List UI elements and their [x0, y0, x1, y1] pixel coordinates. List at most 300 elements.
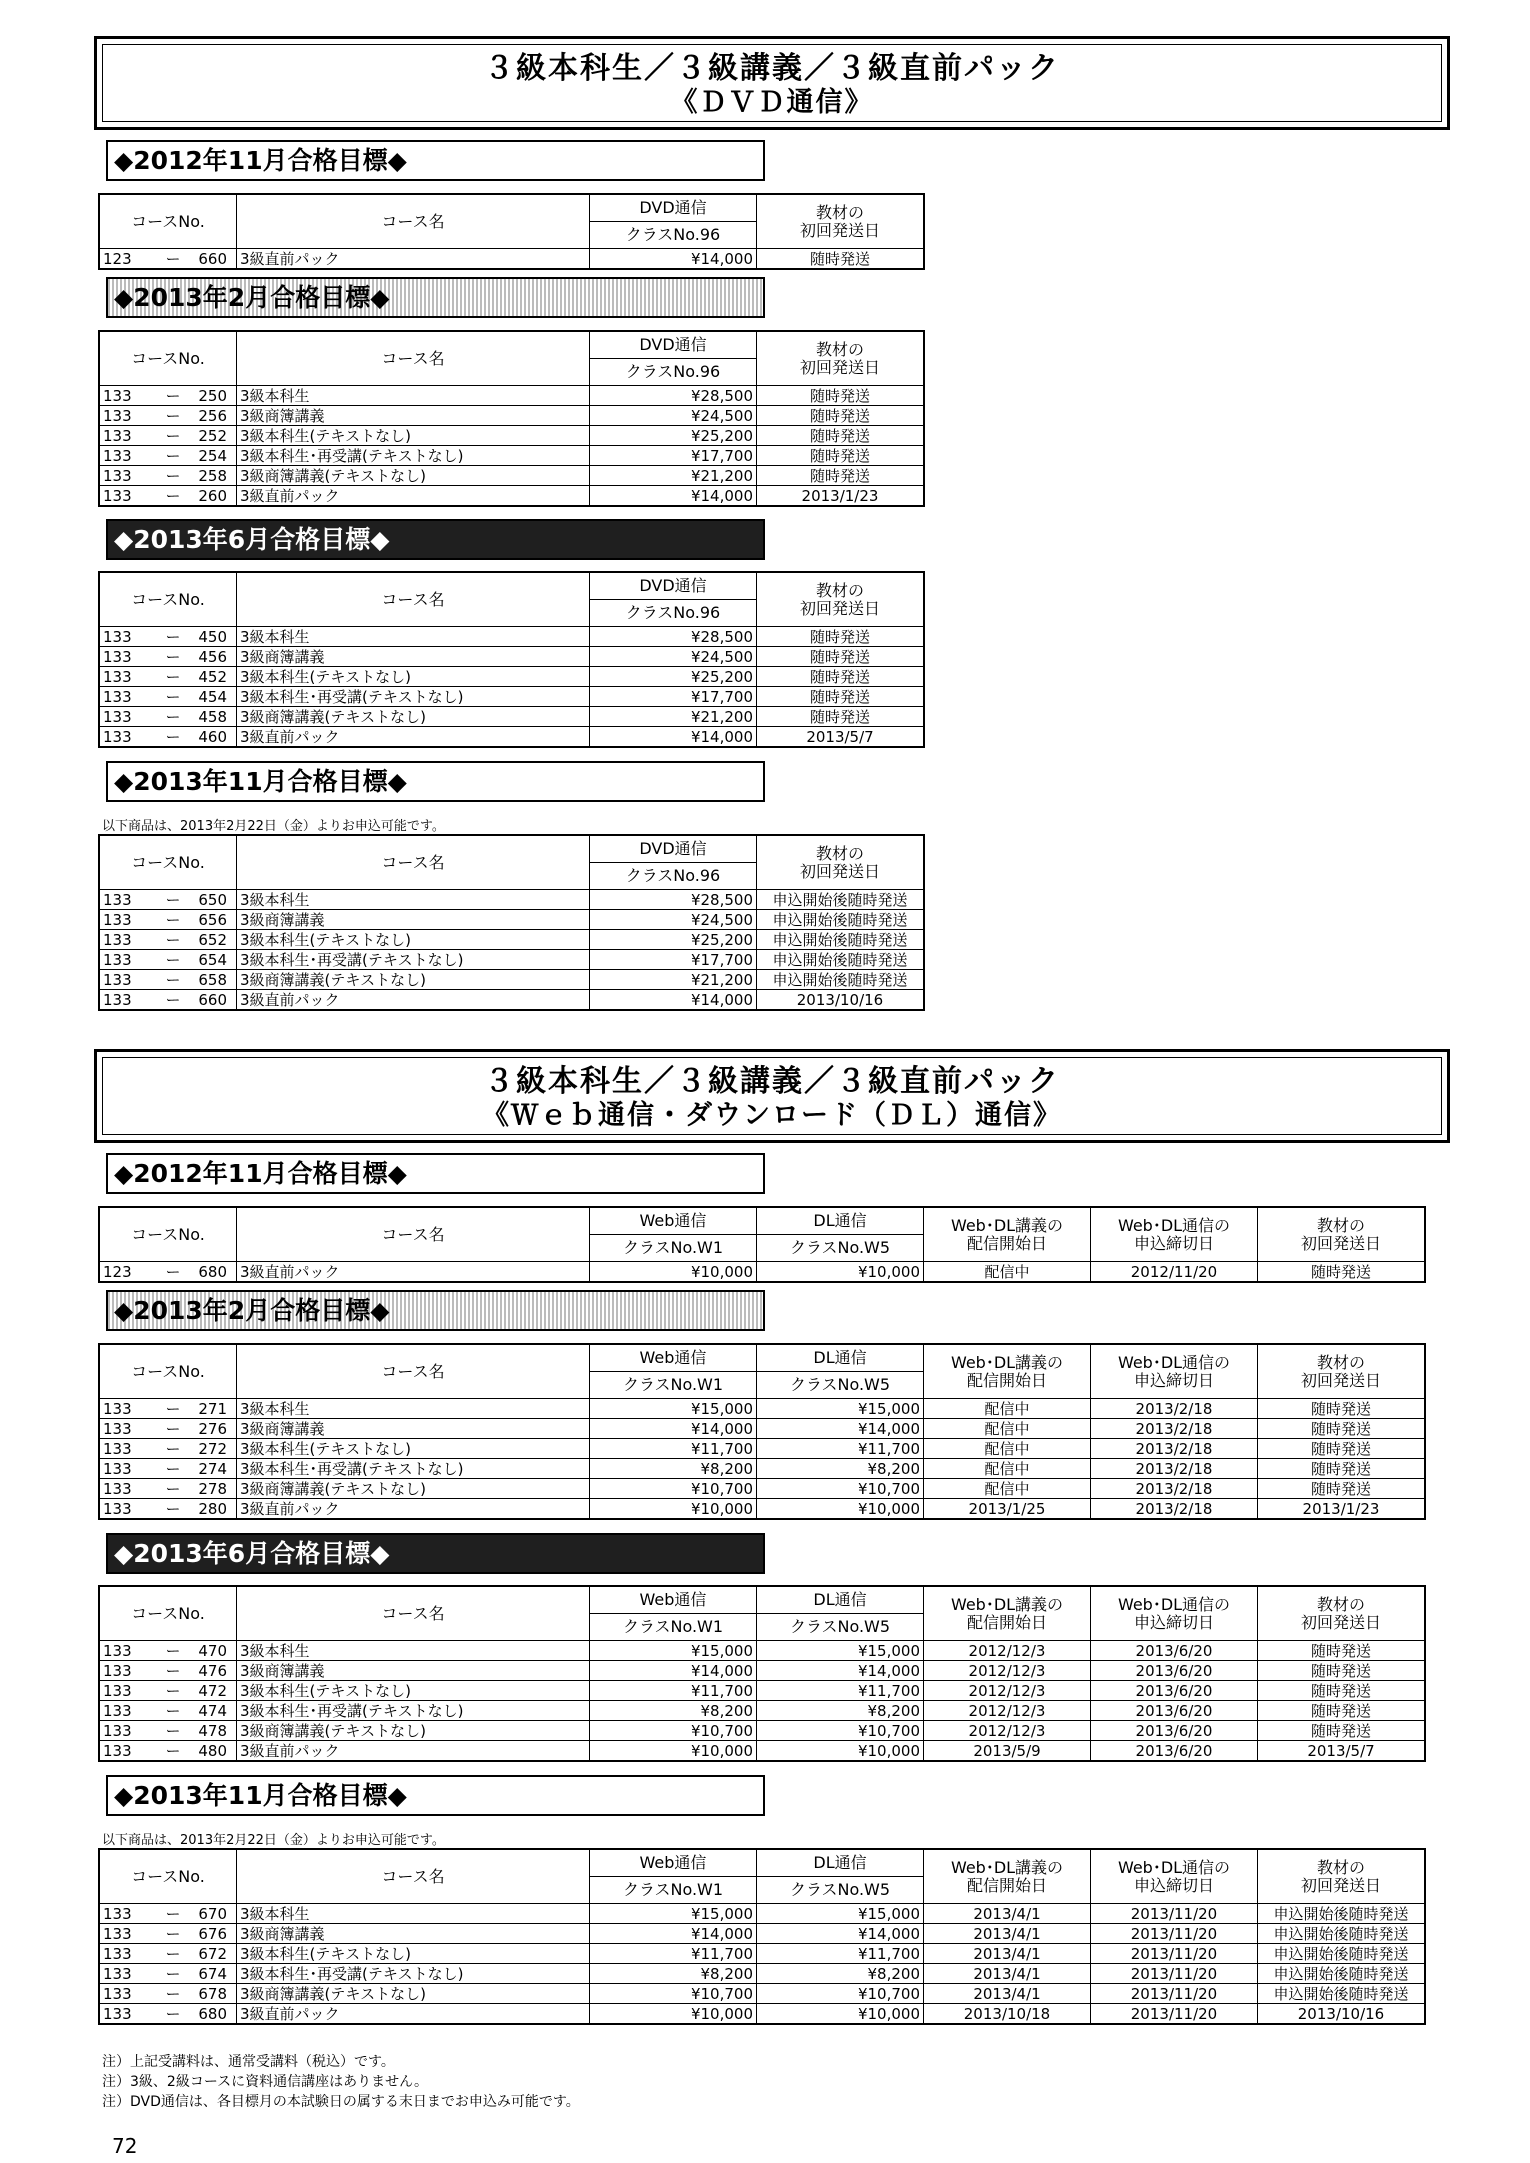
course-suffix: 480 [198, 1741, 227, 1760]
dl-price-cell: ¥15,000 [757, 1641, 924, 1661]
header-line: 初回発送日 [1300, 1612, 1381, 1632]
material-date-cell: 申込開始後随時発送 [1258, 1924, 1426, 1944]
footnote: 注）上記受講料は、通常受講料（税込）です。 [102, 2054, 395, 2070]
material-date-cell: 随時発送 [757, 386, 925, 406]
deadline-cell: 2013/11/20 [1091, 2004, 1258, 2025]
material-date-cell: 随時発送 [1258, 1459, 1426, 1479]
course-name-cell: 3級直前パック [237, 249, 590, 270]
header-line: 申込締切日 [1133, 1233, 1214, 1253]
start-date-cell: 2013/4/1 [924, 1944, 1091, 1964]
course-prefix: 133 [103, 2004, 132, 2023]
header-web-class: クラスNo.W1 [590, 1235, 757, 1262]
header-line: 配信開始日 [966, 1370, 1047, 1390]
web-price-cell: ¥15,000 [590, 1904, 757, 1924]
header-web-class: クラスNo.W1 [590, 1372, 757, 1399]
deadline-cell: 2013/6/20 [1091, 1661, 1258, 1681]
course-dash: ー [165, 446, 181, 465]
header-course-no: コースNo. [99, 1344, 237, 1399]
course-prefix: 133 [103, 627, 132, 646]
header-line: 初回発送日 [1300, 1875, 1381, 1895]
header-dl: DL通信 [757, 1344, 924, 1372]
footnote: 注）3級、2級コースに資料通信講座はありません。 [102, 2074, 428, 2090]
course-no-cell [99, 426, 237, 446]
material-date-cell: 随時発送 [757, 249, 925, 270]
course-suffix: 656 [198, 910, 227, 929]
course-name-cell: 3級商簿講義(テキストなし) [237, 970, 590, 990]
header-web: Web通信 [590, 1586, 757, 1614]
course-name-cell: 3級商簿講義(テキストなし) [237, 1479, 590, 1499]
start-date-cell: 2013/1/25 [924, 1499, 1091, 1520]
header-line: 初回発送日 [799, 220, 880, 240]
table-row [99, 1419, 1425, 1439]
web-price-cell: ¥11,700 [590, 1681, 757, 1701]
web-price-cell: ¥15,000 [590, 1641, 757, 1661]
course-name-cell: 3級本科生･再受講(テキストなし) [237, 687, 590, 707]
course-no-cell [99, 1904, 237, 1924]
table-row [99, 1741, 1425, 1762]
dl-price-cell: ¥14,000 [757, 1419, 924, 1439]
table-row [99, 1964, 1425, 1984]
course-no-cell [99, 930, 237, 950]
material-date-cell: 随時発送 [757, 647, 925, 667]
header-line: 教材の [1316, 1594, 1365, 1614]
header-material [1258, 1586, 1426, 1641]
start-date-cell: 配信中 [924, 1459, 1091, 1479]
start-date-cell: 2012/12/3 [924, 1661, 1091, 1681]
course-suffix: 258 [198, 466, 227, 485]
start-date-cell: 2013/10/18 [924, 2004, 1091, 2025]
course-dash: ー [165, 466, 181, 485]
header-row [99, 1849, 1425, 1877]
header-line: Web･DL講義の [950, 1215, 1064, 1235]
course-suffix: 454 [198, 687, 227, 706]
course-suffix: 678 [198, 1984, 227, 2003]
header-course-name: コース名 [237, 194, 590, 249]
course-dash: ー [165, 1741, 181, 1760]
table-row [99, 426, 924, 446]
deadline-cell: 2013/2/18 [1091, 1439, 1258, 1459]
course-no-cell [99, 249, 237, 270]
header-dl: DL通信 [757, 1207, 924, 1235]
header-material [1258, 1849, 1426, 1904]
dl-price-cell: ¥11,700 [757, 1681, 924, 1701]
web-price-cell: ¥15,000 [590, 1399, 757, 1419]
start-date-cell: 2012/12/3 [924, 1681, 1091, 1701]
course-no-cell [99, 1721, 237, 1741]
course-prefix: 133 [103, 707, 132, 726]
header-line: 初回発送日 [1300, 1370, 1381, 1390]
material-date-cell: 申込開始後随時発送 [757, 910, 925, 930]
dvd-price-cell: ¥25,200 [590, 930, 757, 950]
material-date-cell: 2013/1/23 [1258, 1499, 1426, 1520]
course-prefix: 133 [103, 890, 132, 909]
course-prefix: 133 [103, 466, 132, 485]
dvd-price-cell: ¥21,200 [590, 970, 757, 990]
course-suffix: 250 [198, 386, 227, 405]
course-name-cell: 3級本科生･再受講(テキストなし) [237, 1964, 590, 1984]
header-course-name: コース名 [237, 1344, 590, 1399]
header-dvd: DVD通信 [590, 572, 757, 600]
header-course-no: コースNo. [99, 572, 237, 627]
header-course-name: コース名 [237, 572, 590, 627]
header-row [99, 331, 924, 359]
course-dash: ー [165, 1641, 181, 1660]
dvd-price-cell: ¥17,700 [590, 446, 757, 466]
course-dash: ー [165, 1661, 181, 1680]
header-line: Web･DL講義の [950, 1857, 1064, 1877]
course-suffix: 660 [198, 249, 227, 268]
course-prefix: 133 [103, 970, 132, 989]
course-dash: ー [165, 1984, 181, 2003]
header-course-no: コースNo. [99, 835, 237, 890]
course-suffix: 670 [198, 1904, 227, 1923]
course-no-cell [99, 950, 237, 970]
course-no-cell [99, 627, 237, 647]
dl-price-cell: ¥8,200 [757, 1964, 924, 1984]
deadline-cell: 2013/2/18 [1091, 1459, 1258, 1479]
course-prefix: 133 [103, 486, 132, 505]
header-row [99, 835, 924, 863]
table-row [99, 647, 924, 667]
table-row [99, 1924, 1425, 1944]
header-deadline [1091, 1207, 1258, 1262]
course-prefix: 133 [103, 426, 132, 445]
course-dash: ー [165, 1499, 181, 1518]
course-dash: ー [165, 727, 181, 746]
material-date-cell: 随時発送 [1258, 1701, 1426, 1721]
availability-note: 以下商品は、2013年2月22日（金）よりお申込可能です。 [102, 819, 445, 834]
header-row [99, 572, 924, 600]
course-prefix: 133 [103, 1479, 132, 1498]
course-dash: ー [165, 1439, 181, 1458]
course-prefix: 123 [103, 249, 132, 268]
material-date-cell: 2013/5/7 [757, 727, 925, 748]
course-prefix: 133 [103, 1904, 132, 1923]
course-suffix: 271 [198, 1399, 227, 1418]
availability-note: 以下商品は、2013年2月22日（金）よりお申込可能です。 [102, 1833, 445, 1848]
course-no-cell [99, 486, 237, 507]
start-date-cell: 2013/4/1 [924, 1984, 1091, 2004]
course-name-cell: 3級直前パック [237, 486, 590, 507]
course-suffix: 658 [198, 970, 227, 989]
course-name-cell: 3級本科生･再受講(テキストなし) [237, 1701, 590, 1721]
course-name-cell: 3級本科生 [237, 386, 590, 406]
course-name-cell: 3級商簿講義 [237, 406, 590, 426]
table-row [99, 667, 924, 687]
material-date-cell: 随時発送 [757, 667, 925, 687]
table-row [99, 1479, 1425, 1499]
table-row [99, 1439, 1425, 1459]
header-course-name: コース名 [237, 1849, 590, 1904]
dvd-price-cell: ¥14,000 [590, 990, 757, 1011]
dvd-price-cell: ¥24,500 [590, 647, 757, 667]
table-row [99, 627, 924, 647]
header-line: 教材の [1316, 1215, 1365, 1235]
course-prefix: 133 [103, 1439, 132, 1458]
course-no-cell [99, 667, 237, 687]
deadline-cell: 2013/2/18 [1091, 1419, 1258, 1439]
material-date-cell: 随時発送 [1258, 1262, 1426, 1283]
dvd-price-cell: ¥14,000 [590, 727, 757, 748]
course-name-cell: 3級本科生 [237, 1399, 590, 1419]
material-date-cell: 2013/1/23 [757, 486, 925, 507]
header-deadline [1091, 1344, 1258, 1399]
header-line: 配信開始日 [966, 1875, 1047, 1895]
course-name-cell: 3級商簿講義 [237, 1661, 590, 1681]
material-date-cell: 申込開始後随時発送 [1258, 1904, 1426, 1924]
course-name-cell: 3級直前パック [237, 727, 590, 748]
table-row [99, 687, 924, 707]
course-prefix: 133 [103, 910, 132, 929]
course-suffix: 660 [198, 990, 227, 1009]
course-prefix: 133 [103, 667, 132, 686]
course-dash: ー [165, 627, 181, 646]
deadline-cell: 2013/6/20 [1091, 1721, 1258, 1741]
course-suffix: 450 [198, 627, 227, 646]
course-dash: ー [165, 667, 181, 686]
header-row [99, 1586, 1425, 1614]
course-dash: ー [165, 249, 181, 268]
course-name-cell: 3級本科生･再受講(テキストなし) [237, 1459, 590, 1479]
material-date-cell: 申込開始後随時発送 [1258, 1984, 1426, 2004]
header-course-name: コース名 [237, 1586, 590, 1641]
table-row [99, 1459, 1425, 1479]
header-web-class: クラスNo.W1 [590, 1614, 757, 1641]
course-dash: ー [165, 990, 181, 1009]
course-suffix: 460 [198, 727, 227, 746]
course-suffix: 674 [198, 1964, 227, 1983]
start-date-cell: 2012/12/3 [924, 1701, 1091, 1721]
course-name-cell: 3級本科生(テキストなし) [237, 1439, 590, 1459]
table-row [99, 1904, 1425, 1924]
course-no-cell [99, 1479, 237, 1499]
material-date-cell: 2013/5/7 [1258, 1741, 1426, 1762]
course-suffix: 654 [198, 950, 227, 969]
dl-price-cell: ¥14,000 [757, 1661, 924, 1681]
header-line: 初回発送日 [799, 357, 880, 377]
dvd-price-table [98, 834, 925, 1011]
course-suffix: 680 [198, 2004, 227, 2023]
web-price-table [98, 1585, 1426, 1762]
dl-price-cell: ¥10,700 [757, 1721, 924, 1741]
material-date-cell: 申込開始後随時発送 [1258, 1944, 1426, 1964]
deadline-cell: 2013/11/20 [1091, 1964, 1258, 1984]
header-course-no: コースNo. [99, 1207, 237, 1262]
course-dash: ー [165, 1721, 181, 1740]
course-name-cell: 3級商簿講義 [237, 1419, 590, 1439]
course-no-cell [99, 990, 237, 1011]
course-no-cell [99, 1641, 237, 1661]
course-dash: ー [165, 406, 181, 425]
course-suffix: 478 [198, 1721, 227, 1740]
header-line: 配信開始日 [966, 1612, 1047, 1632]
course-dash: ー [165, 1479, 181, 1498]
web-price-cell: ¥8,200 [590, 1459, 757, 1479]
course-suffix: 256 [198, 406, 227, 425]
material-date-cell: 随時発送 [1258, 1479, 1426, 1499]
table-row [99, 1984, 1425, 2004]
course-dash: ー [165, 1681, 181, 1700]
course-prefix: 133 [103, 990, 132, 1009]
table-row [99, 446, 924, 466]
header-line: 申込締切日 [1133, 1370, 1214, 1390]
start-date-cell: 2012/12/3 [924, 1721, 1091, 1741]
dl-price-cell: ¥11,700 [757, 1439, 924, 1459]
header-dl-class: クラスNo.W5 [757, 1877, 924, 1904]
course-no-cell [99, 446, 237, 466]
deadline-cell: 2012/11/20 [1091, 1262, 1258, 1283]
course-dash: ー [165, 1924, 181, 1943]
course-suffix: 672 [198, 1944, 227, 1963]
table-row [99, 1661, 1425, 1681]
dvd-price-cell: ¥14,000 [590, 249, 757, 270]
table-row [99, 486, 924, 507]
material-date-cell: 随時発送 [757, 627, 925, 647]
table-row [99, 910, 924, 930]
section-heading: ◆2013年11月合格目標◆ [106, 761, 765, 802]
table-row [99, 970, 924, 990]
header-start [924, 1344, 1091, 1399]
course-no-cell [99, 890, 237, 910]
course-no-cell [99, 1924, 237, 1944]
table-row [99, 466, 924, 486]
web-price-cell: ¥10,700 [590, 1984, 757, 2004]
material-date-cell: 随時発送 [1258, 1661, 1426, 1681]
deadline-cell: 2013/11/20 [1091, 1904, 1258, 1924]
web-price-cell: ¥10,700 [590, 1721, 757, 1741]
dvd-banner-subtitle: 《ＤＶＤ通信》 [670, 87, 874, 118]
start-date-cell: 配信中 [924, 1262, 1091, 1283]
header-material [757, 835, 925, 890]
material-date-cell: 随時発送 [1258, 1419, 1426, 1439]
header-dl: DL通信 [757, 1849, 924, 1877]
course-dash: ー [165, 1944, 181, 1963]
header-row [99, 194, 924, 222]
course-prefix: 133 [103, 930, 132, 949]
web-banner [94, 1049, 1450, 1143]
course-name-cell: 3級本科生 [237, 627, 590, 647]
header-line: Web･DL講義の [950, 1594, 1064, 1614]
deadline-cell: 2013/2/18 [1091, 1499, 1258, 1520]
table-row [99, 1499, 1425, 1520]
course-prefix: 133 [103, 687, 132, 706]
course-no-cell [99, 1439, 237, 1459]
header-web-class: クラスNo.W1 [590, 1877, 757, 1904]
web-price-cell: ¥11,700 [590, 1439, 757, 1459]
course-dash: ー [165, 1419, 181, 1438]
header-deadline [1091, 1586, 1258, 1641]
dl-price-cell: ¥15,000 [757, 1904, 924, 1924]
header-class-no: クラスNo.96 [590, 863, 757, 890]
course-name-cell: 3級商簿講義 [237, 1924, 590, 1944]
header-line: 教材の [1316, 1857, 1365, 1877]
course-suffix: 680 [198, 1262, 227, 1281]
course-name-cell: 3級本科生･再受講(テキストなし) [237, 950, 590, 970]
course-prefix: 133 [103, 1661, 132, 1680]
course-prefix: 123 [103, 1262, 132, 1281]
course-prefix: 133 [103, 386, 132, 405]
course-name-cell: 3級直前パック [237, 1499, 590, 1520]
footnote: 注）DVD通信は、各目標月の本試験日の属する末日までお申込み可能です。 [102, 2094, 580, 2110]
course-prefix: 133 [103, 406, 132, 425]
section-heading: ◆2012年11月合格目標◆ [106, 1153, 765, 1194]
header-web: Web通信 [590, 1207, 757, 1235]
material-date-cell: 随時発送 [1258, 1681, 1426, 1701]
start-date-cell: 配信中 [924, 1439, 1091, 1459]
course-prefix: 133 [103, 1964, 132, 1983]
web-price-cell: ¥10,000 [590, 2004, 757, 2025]
material-date-cell: 申込開始後随時発送 [757, 970, 925, 990]
web-price-cell: ¥10,000 [590, 1262, 757, 1283]
start-date-cell: 2013/5/9 [924, 1741, 1091, 1762]
course-dash: ー [165, 707, 181, 726]
deadline-cell: 2013/6/20 [1091, 1741, 1258, 1762]
course-no-cell [99, 406, 237, 426]
material-date-cell: 随時発送 [757, 446, 925, 466]
course-prefix: 133 [103, 1681, 132, 1700]
header-line: 教材の [1316, 1352, 1365, 1372]
course-dash: ー [165, 687, 181, 706]
start-date-cell: 2013/4/1 [924, 1904, 1091, 1924]
header-course-name: コース名 [237, 1207, 590, 1262]
dvd-price-cell: ¥17,700 [590, 687, 757, 707]
deadline-cell: 2013/11/20 [1091, 1924, 1258, 1944]
course-prefix: 133 [103, 1984, 132, 2003]
course-no-cell [99, 466, 237, 486]
course-name-cell: 3級直前パック [237, 1741, 590, 1762]
section-heading: ◆2013年6月合格目標◆ [106, 1533, 765, 1574]
table-row [99, 1701, 1425, 1721]
web-price-cell: ¥10,000 [590, 1499, 757, 1520]
course-name-cell: 3級商簿講義(テキストなし) [237, 707, 590, 727]
course-suffix: 650 [198, 890, 227, 909]
course-suffix: 272 [198, 1439, 227, 1458]
course-name-cell: 3級本科生 [237, 1641, 590, 1661]
material-date-cell: 2013/10/16 [1258, 2004, 1426, 2025]
course-no-cell [99, 1741, 237, 1762]
material-date-cell: 随時発送 [757, 426, 925, 446]
table-row [99, 707, 924, 727]
course-dash: ー [165, 970, 181, 989]
course-suffix: 278 [198, 1479, 227, 1498]
start-date-cell: 2013/4/1 [924, 1924, 1091, 1944]
web-price-cell: ¥10,000 [590, 1741, 757, 1762]
course-name-cell: 3級商簿講義(テキストなし) [237, 1721, 590, 1741]
start-date-cell: 配信中 [924, 1479, 1091, 1499]
course-prefix: 133 [103, 1944, 132, 1963]
course-suffix: 452 [198, 667, 227, 686]
section-heading: ◆2013年6月合格目標◆ [106, 519, 765, 560]
web-price-cell: ¥14,000 [590, 1924, 757, 1944]
header-line: Web･DL通信の [1117, 1352, 1231, 1372]
dvd-price-cell: ¥17,700 [590, 950, 757, 970]
web-price-cell: ¥8,200 [590, 1964, 757, 1984]
dvd-price-cell: ¥28,500 [590, 890, 757, 910]
course-name-cell: 3級直前パック [237, 1262, 590, 1283]
header-course-no: コースNo. [99, 194, 237, 249]
dl-price-cell: ¥8,200 [757, 1459, 924, 1479]
dvd-price-cell: ¥21,200 [590, 466, 757, 486]
section-heading: ◆2013年11月合格目標◆ [106, 1775, 765, 1816]
material-date-cell: 申込開始後随時発送 [1258, 1964, 1426, 1984]
material-date-cell: 随時発送 [1258, 1399, 1426, 1419]
course-prefix: 133 [103, 1419, 132, 1438]
table-row [99, 990, 924, 1011]
course-prefix: 133 [103, 446, 132, 465]
dvd-price-cell: ¥24,500 [590, 406, 757, 426]
header-course-no: コースNo. [99, 1849, 237, 1904]
header-dl-class: クラスNo.W5 [757, 1372, 924, 1399]
